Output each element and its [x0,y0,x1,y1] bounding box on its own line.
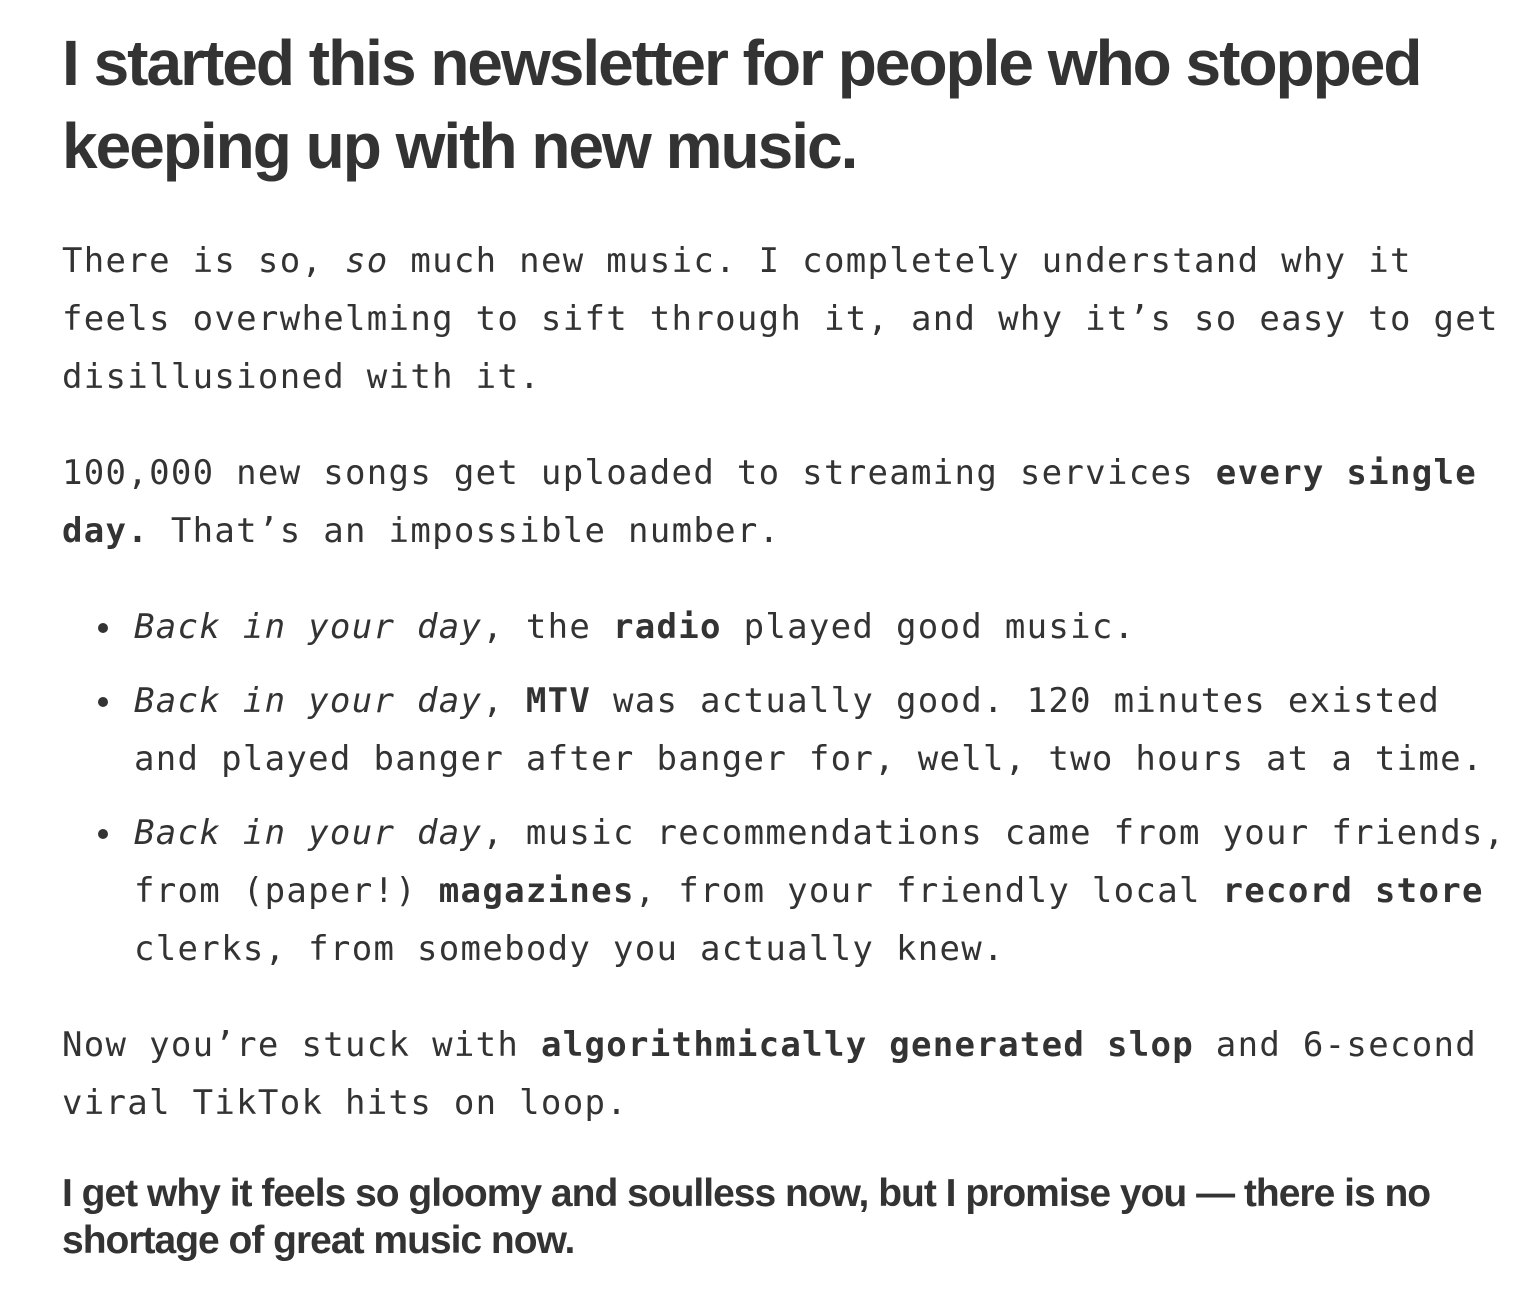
back-in-your-day-list [62,598,1512,978]
stats-paragraph [62,444,1512,560]
list-item-text: was actually good. 120 minutes existed and played banger after banger for, well, two hours at a time. [134,681,1484,779]
list-item-text: , music recommendations came from your friends, from (paper!) [134,813,1506,911]
list-item-text: , the [482,607,613,647]
intro-text-end: much new music. I completely understand why it feels overwhelming to sift through it, and why it’s so easy to get disillusioned with it. [62,241,1499,397]
list-item-italic: Back in your day [134,607,483,647]
intro-emphasis: so [345,241,389,281]
list-item-text: , [482,681,526,721]
bullet-icon [98,829,108,839]
stats-emphasis: every single day. [62,453,1478,551]
closing-statement: I get why it feels so gloomy and soulless now, but I promise you — there is no shortage of great music now. [62,1172,1431,1262]
list-item-bold: magazines [438,871,635,911]
list-item-text: clerks, from somebody you actually knew. [134,929,1005,969]
list-item-italic: Back in your day [134,813,483,853]
list-item-bold: MTV [525,681,592,721]
intro-paragraph [62,232,1512,406]
stats-text-start: 100,000 new songs get uploaded to streaming services [62,453,1216,493]
list-item-bold: radio [612,607,722,647]
headline: I started this newsletter for people who stopped keeping up with new music. [62,27,1421,182]
list-item [134,672,1512,788]
slop-emphasis: algorithmically generated slop [540,1025,1195,1065]
list-item-text: played good music. [721,607,1136,647]
bullet-icon [98,697,108,707]
list-item-text: , from your friendly local [634,871,1223,911]
bullet-icon [98,623,108,633]
list-item-italic: Back in your day [134,681,483,721]
slop-text-start: Now you’re stuck with [62,1025,541,1065]
list-item-bold: record store [1222,871,1484,911]
list-item [134,598,1512,656]
list-item [134,804,1512,978]
intro-text-start: There is so, [62,241,346,281]
slop-paragraph [62,1016,1512,1132]
stats-text-end: That’s an impossible number. [149,511,781,551]
slop-text-end: and 6-second viral TikTok hits on loop. [62,1025,1478,1123]
